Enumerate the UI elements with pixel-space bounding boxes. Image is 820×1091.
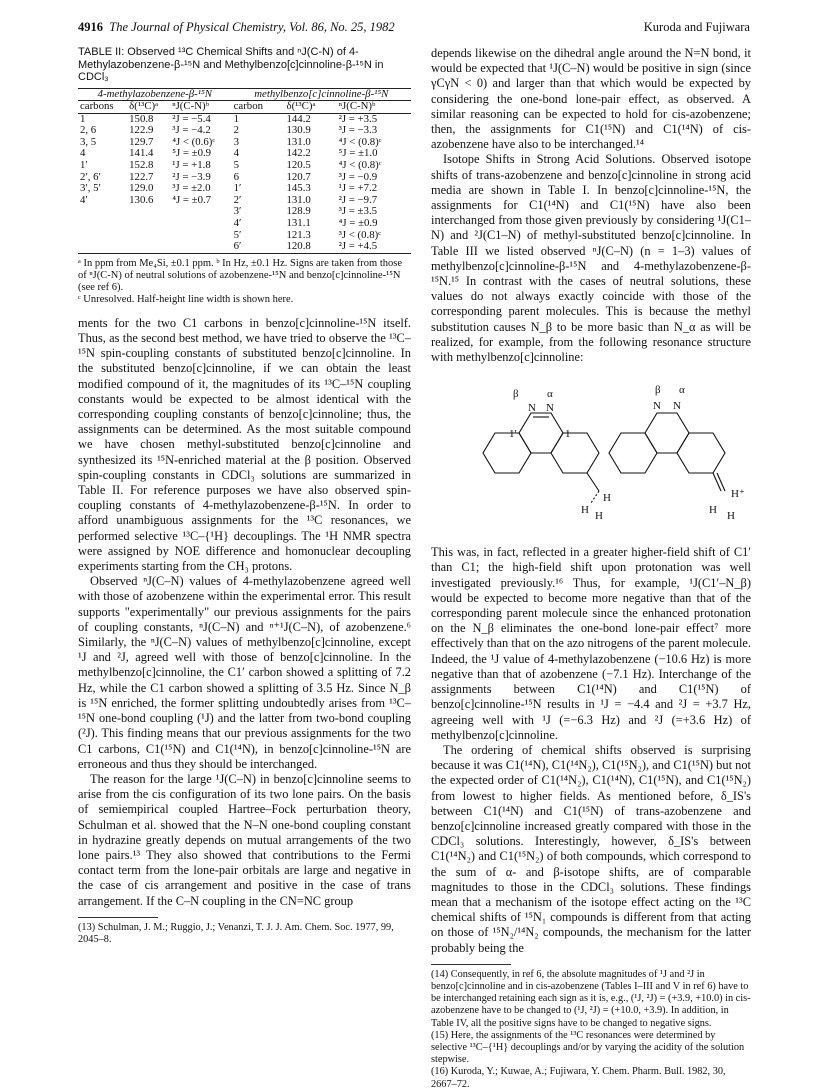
- table-cell: ²J = +3.5: [338, 112, 378, 125]
- table-cell: ⁴J < (0.8)ᶜ: [338, 135, 382, 148]
- table-cell: ⁵J = ±1.0: [338, 147, 378, 160]
- c1p-label: 1′: [509, 428, 517, 441]
- paragraph: ments for the two C1 carbons in benzo[c]cinnoline-¹⁵N itself. Thus, as the second best method, we have tried to observe the ¹³C–¹⁵N spin-coupling constants of substituted benzo[c]cinnoline. In the substituted benzo[c]cinnoline, if we can obtain the least modified compound of it, the magnitudes of its ¹³C–¹⁵N coupling constants would be expected to be almost identical with the corresponding coupling constants of benzo[c]cinnoline; thus, the assignments can be determined. As the most suitable compound we have chosen methyl-substituted benzo[c]cinnoline and synthesized its ¹⁵N-enriched material at the β position. Observed spin-coupling constants in CDCl₃ solutions are summarized in Table II. For reference purposes we have also observed spin-coupling constants of 4-methylazobenzene-β-¹⁵N. In order to afford unambiguous assignments for the ¹³C resonances, we performed selective ¹³C–{¹H} decouplings. The ¹H NMR spectra were assigned by NOE difference and homonuclear decoupling experiments starting from the CH₃ protons.: [78, 315, 411, 574]
- table-cell: 131.1: [286, 217, 311, 230]
- page-number: 4916: [78, 20, 103, 34]
- table-cell: ³J < (0.8)ᶜ: [338, 228, 382, 241]
- table-cell: 121.3: [286, 228, 311, 241]
- table-cell: 4: [80, 147, 86, 160]
- h-label: H: [603, 492, 611, 505]
- table-cell: 2, 6: [80, 124, 97, 137]
- beta-label: β: [513, 388, 519, 401]
- table-row: [78, 160, 411, 172]
- table-cell: ²J = −9.7: [338, 193, 378, 206]
- table-row: [78, 241, 411, 253]
- table-cell: 129.7: [129, 135, 154, 148]
- table-cell: 141.4: [129, 147, 154, 160]
- col-header: δ(¹³C)ᵃ: [127, 101, 170, 114]
- col-header: carbons: [78, 101, 127, 114]
- table-cell: 3: [233, 135, 240, 148]
- table-cell: ²J = −5.4: [172, 112, 211, 125]
- left-column: [78, 46, 411, 946]
- table-cell: [127, 218, 170, 230]
- table-cell: [78, 230, 127, 242]
- table-cell: [127, 241, 170, 253]
- col-header: carbon: [232, 101, 285, 114]
- table-cell: 122.9: [129, 124, 154, 137]
- journal-name: The Journal of Physical Chemistry, Vol. 86, No. 25, 1982: [109, 20, 395, 34]
- table-cell: 130.9: [286, 124, 311, 137]
- author-names: Kuroda and Fujiwara: [643, 20, 750, 34]
- h-label: H: [595, 510, 603, 523]
- table-cell: 4′: [233, 217, 242, 230]
- paragraph: depends likewise on the dihedral angle around the N=N bond, it would be expected that ¹J(C–N) would be positive in sign (since γCγN < 0) and larger than that which would be expected by considering the one-bond lone-pair effect, as observed. A similar reasoning can be expected to hold for cis-azobenzene; then, the assignments for C1(¹⁵N) and C1(¹⁴N) of cis-azobenzene have also to be interchanged.¹⁴: [431, 46, 751, 152]
- table-cell: 150.8: [129, 112, 154, 125]
- alpha-label: α: [679, 384, 685, 397]
- footnote: (15) Here, the assignments of the ¹³C resonances were determined by selective ¹³C–{¹H} decouplings and/or by varying the acidity of the solution stepwise.: [431, 1029, 745, 1066]
- table-cell: 3′, 5′: [80, 182, 101, 195]
- table-cell: 120.5: [286, 159, 311, 172]
- h-label: H: [581, 504, 589, 517]
- table-cell: 142.2: [286, 147, 311, 160]
- table-note: ᵃ In ppm from Me₄Si, ±0.1 ppm. ᵇ In Hz, ±0.1 Hz. Signs are taken from those of ⁿJ(C-N) of neutral solutions of azobenzene-¹⁵N and benzo[c]cinnoline-¹⁵N (see ref 6).: [78, 257, 403, 293]
- table-cell: ²J = +4.5: [337, 241, 411, 253]
- left-group-header: 4-methylazobenzene-β-¹⁵N: [78, 88, 232, 101]
- table-cell: [78, 218, 127, 230]
- page-header: [78, 20, 750, 38]
- n-alpha-label: N: [546, 402, 554, 415]
- table-cell: 1: [233, 112, 240, 125]
- table-cell: 3′: [233, 205, 242, 218]
- table-cell: 5′: [233, 228, 242, 241]
- table-row: [78, 218, 411, 230]
- n-beta-label: N: [528, 402, 536, 415]
- table-cell: ⁴J = ±0.7: [172, 193, 212, 206]
- table-cell: ¹J = +1.8: [172, 159, 211, 172]
- paragraph: Isotope Shifts in Strong Acid Solutions. Observed isotope shifts of trans-azobenzene and benzo[c]cinnoline in strong acid media are shown in Table I. In benzo[c]cinnoline-¹⁵N, the assignments for C1(¹⁴N) and C1(¹⁵N) have also been interchanged from those given previously by considering ¹J(C1–N) and ²J(C1–N) of methyl-substituted benzo[c]cinnoline. In Table III we listed observed ⁿJ(C–N) (n = 1–3) values of methylbenzo[c]cinnoline-β-¹⁵N and 4-methylazobenzene-β-¹⁵N.¹⁵ In contrast with the cases of neutral solutions, these values do not always exactly coincide with those of the corresponding parent molecules. This is because the methyl substitution causes N_β to be more basic than N_α as will be realized, for example, from the following resonance structure with methylbenzo[c]cinnoline:: [431, 152, 751, 365]
- table-cell: 2: [233, 124, 240, 137]
- left-body: [78, 316, 411, 909]
- table-cell: [170, 218, 231, 230]
- table-cell: ¹J = +7.2: [338, 182, 378, 195]
- paragraph: This was, in fact, reflected in a greater higher-field shift of C1′ than C1; the high-field shift upon protonation was well investigated previously.¹⁶ Thus, for example, ¹J(C1′–N_β) would be expected to become more negative than that of the corresponding parent molecule since the enhanced protonation on the N_β eliminates the one-bond lone-pair effect⁷ more effectively than that on the azo nitrogens of the parent molecule. Indeed, the ¹J value of 4-methylazobenzene (−10.6 Hz) is more negative than that of azobenzene (−7.1 Hz). Interchange of the assignments between C1(¹⁴N) and C1(¹⁵N) of benzo[c]cinnoline-¹⁵N results in ¹J = −4.4 and ²J = +3.7 Hz, agreeing well with ¹J (=−6.3 Hz) and ²J (=+3.6 Hz) of methylbenzo[c]cinnoline.: [431, 545, 751, 742]
- h-label: H: [709, 504, 717, 517]
- paragraph: Observed ⁿJ(C–N) values of 4-methylazobenzene agreed well with those of azobenzene within the experimental error. This result supports "experimentally" our previous assignments for the pairs of coupling constants, ⁿJ(C–N) and ⁿ⁺¹J(C–N), of azobenzene.⁶ Similarly, the ⁿJ(C–N) values of methylbenzo[c]cinnoline, except ¹J and ²J, agreed well with those of benzo[c]cinnoline. In the methylbenzo[c]cinnoline, the C1′ carbon showed a splitting of 7.2 Hz, while the C1 carbon showed a splitting of 3.5 Hz. Since N_β is ¹⁵N enriched, the former splitting undoubtedly arises from ¹³C–¹⁵N one-bond coupling (¹J) and the latter from two-bond coupling (²J). This finding means that our previous assignments for the two C1 carbons, C1(¹⁵N) and C1(¹⁴N), in benzo[c]cinnoline-¹⁵N are erroneous and thus they should be interchanged.: [78, 574, 411, 771]
- table-cell: 120.8: [285, 241, 337, 253]
- table-note: ᶜ Unresolved. Half-height line width is shown here.: [78, 293, 294, 305]
- table-cell: 4′: [80, 193, 88, 206]
- table-notes: [78, 258, 411, 306]
- table-cell: 145.3: [286, 182, 311, 195]
- table-cell: 2′, 6′: [80, 170, 101, 183]
- table-cell: [78, 241, 127, 253]
- table-cell: 6′: [232, 241, 285, 253]
- h-plus-label: H⁺: [731, 488, 745, 501]
- table-cell: [170, 230, 231, 242]
- table-cell: 129.0: [129, 182, 154, 195]
- right-group-header: methylbenzo[c]cinnoline-β-¹⁵N: [232, 88, 411, 101]
- table-cell: 1: [80, 112, 86, 125]
- table-cell: ⁴J < (0.8)ᶜ: [338, 159, 382, 172]
- table-cell: 144.2: [286, 112, 311, 125]
- table-cell: ⁴J = ±0.9: [338, 217, 378, 230]
- table-cell: ³J = −0.9: [338, 170, 378, 183]
- data-table: [78, 88, 411, 254]
- structure-right: [609, 413, 725, 491]
- table-cell: 6: [233, 170, 240, 183]
- footnote: (16) Kuroda, Y.; Kuwae, A.; Fujiwara, Y. Chem. Pharm. Bull. 1982, 30, 2667–72.: [431, 1066, 726, 1090]
- table-caption: TABLE II: Observed ¹³C Chemical Shifts and ⁿJ(C-N) of 4-Methylazobenzene-β-¹⁵N and Methylbenzo[c]cinnoline-β-¹⁵N in CDCl₃: [78, 46, 384, 83]
- table-cell: 5: [233, 159, 240, 172]
- table-cell: 120.7: [286, 170, 311, 183]
- table-cell: ³J = −3.3: [338, 124, 378, 137]
- right-column: [431, 46, 751, 1091]
- table-cell: 1′: [80, 159, 88, 172]
- table-cell: 152.8: [129, 159, 154, 172]
- table-cell: ³J = ±3.5: [338, 205, 377, 218]
- table-cell: 131.0: [286, 193, 311, 206]
- col-header: ⁿJ(C-N)ᵇ: [170, 101, 231, 114]
- footnote: (14) Consequently, in ref 6, the absolute magnitudes of ¹J and ²J in benzo[c]cinnoline and in cis-azobenzene (Tables I–III and V in ref 6) have to be interchanged retaining each sign as it is, e.g., (¹J, ²J) = (+3.9, +10.0) in cis-azobenzene have to be changed to (¹J, ²J) = (+10.0, +3.9). In addition, in Table IV, all the positive signs have to be changed to negative signs.: [431, 968, 751, 1029]
- n-beta-label: N: [653, 400, 661, 413]
- table-cell: 122.7: [129, 170, 154, 183]
- c1-label: 1: [565, 428, 571, 441]
- table-cell: ³J = −4.2: [172, 124, 211, 137]
- table-cell: [170, 241, 231, 253]
- table-cell: ⁵J = ±0.9: [172, 147, 212, 160]
- table-cell: 130.6: [129, 193, 154, 206]
- col-header: ⁿJ(C-N)ᵇ: [337, 101, 411, 114]
- table-cell: 4: [233, 147, 240, 160]
- footnote-rule: [78, 917, 158, 918]
- paragraph: The reason for the large ¹J(C–N) in benzo[c]cinnoline seems to arise from the cis configuration of its two lone pairs. On the basis of semiempirical coupled Hartree–Fock perturbation theory, Schulman et al. showed that the N–N one-bond coupling constant in hydrazine greatly depends on mutual arrangements of the two lone pairs.¹³ They also showed that contributions to the Fermi contact term from the lone-pair orbitals are large and negative in the case of cis arrangement and positive in the case of trans arrangement. If the C–N coupling in the CN=NC group: [78, 771, 411, 908]
- table-cell: 131.0: [286, 135, 311, 148]
- table-cell: 128.9: [286, 205, 311, 218]
- table-cell: 3, 5: [80, 135, 97, 148]
- beta-label: β: [655, 384, 661, 397]
- table-cell: ³J = ±2.0: [172, 182, 211, 195]
- n-alpha-label: N: [673, 400, 681, 413]
- table-cell: 2′: [233, 193, 242, 206]
- col-header: δ(¹³C)ᵃ: [285, 101, 337, 114]
- table-cell: [78, 206, 127, 218]
- resonance-structure-figure: [431, 373, 751, 539]
- footnote-rule: [431, 964, 511, 965]
- table-cell: ²J = −3.9: [172, 170, 211, 183]
- footnote: (13) Schulman, J. M.; Ruggio, J.; Venanzi, T. J. J. Am. Chem. Soc. 1977, 99, 2045–8.: [78, 921, 394, 945]
- resonance-structure-drawing: [431, 373, 751, 539]
- table-cell: 1′: [233, 182, 242, 195]
- h-label: H: [727, 510, 735, 523]
- table-cell: ⁴J < (0.6)ᶜ: [172, 135, 216, 148]
- table-cell: [170, 206, 231, 218]
- paragraph: The ordering of chemical shifts observed is surprising because it was C1(¹⁴N), C1(¹⁴N₂), C1(¹⁵N₂), and C1(¹⁵N) but not the expected order of C1(¹⁴N₂), C1(¹⁴N), C1(¹⁵N), and C1(¹⁵N₂) from lowest to higher fields. As mentioned before, δ_IS's between C1(¹⁴N) and C1(¹⁵N) of trans-azobenzene and benzo[c]cinnoline increased greatly compared with those in the CDCl₃ solutions. Interestingly, however, δ_IS's between C1(¹⁴N₂) and C1(¹⁵N₂) of both compounds, which correspond to the sum of α- and β-isotope shifts, are of comparable magnitudes to those in the CDCl₃ solutions. These findings mean that a mechanism of the isotope effect acting on the ¹³C chemical shifts of ¹⁵N₁ compounds is different from that acting on those of ¹⁵N₂/¹⁴N₂ compounds, the mechanism for the latter probably being the: [431, 742, 751, 955]
- table-cell: [127, 206, 170, 218]
- alpha-label: α: [547, 388, 553, 401]
- table-cell: [127, 230, 170, 242]
- structure-left: [483, 413, 599, 503]
